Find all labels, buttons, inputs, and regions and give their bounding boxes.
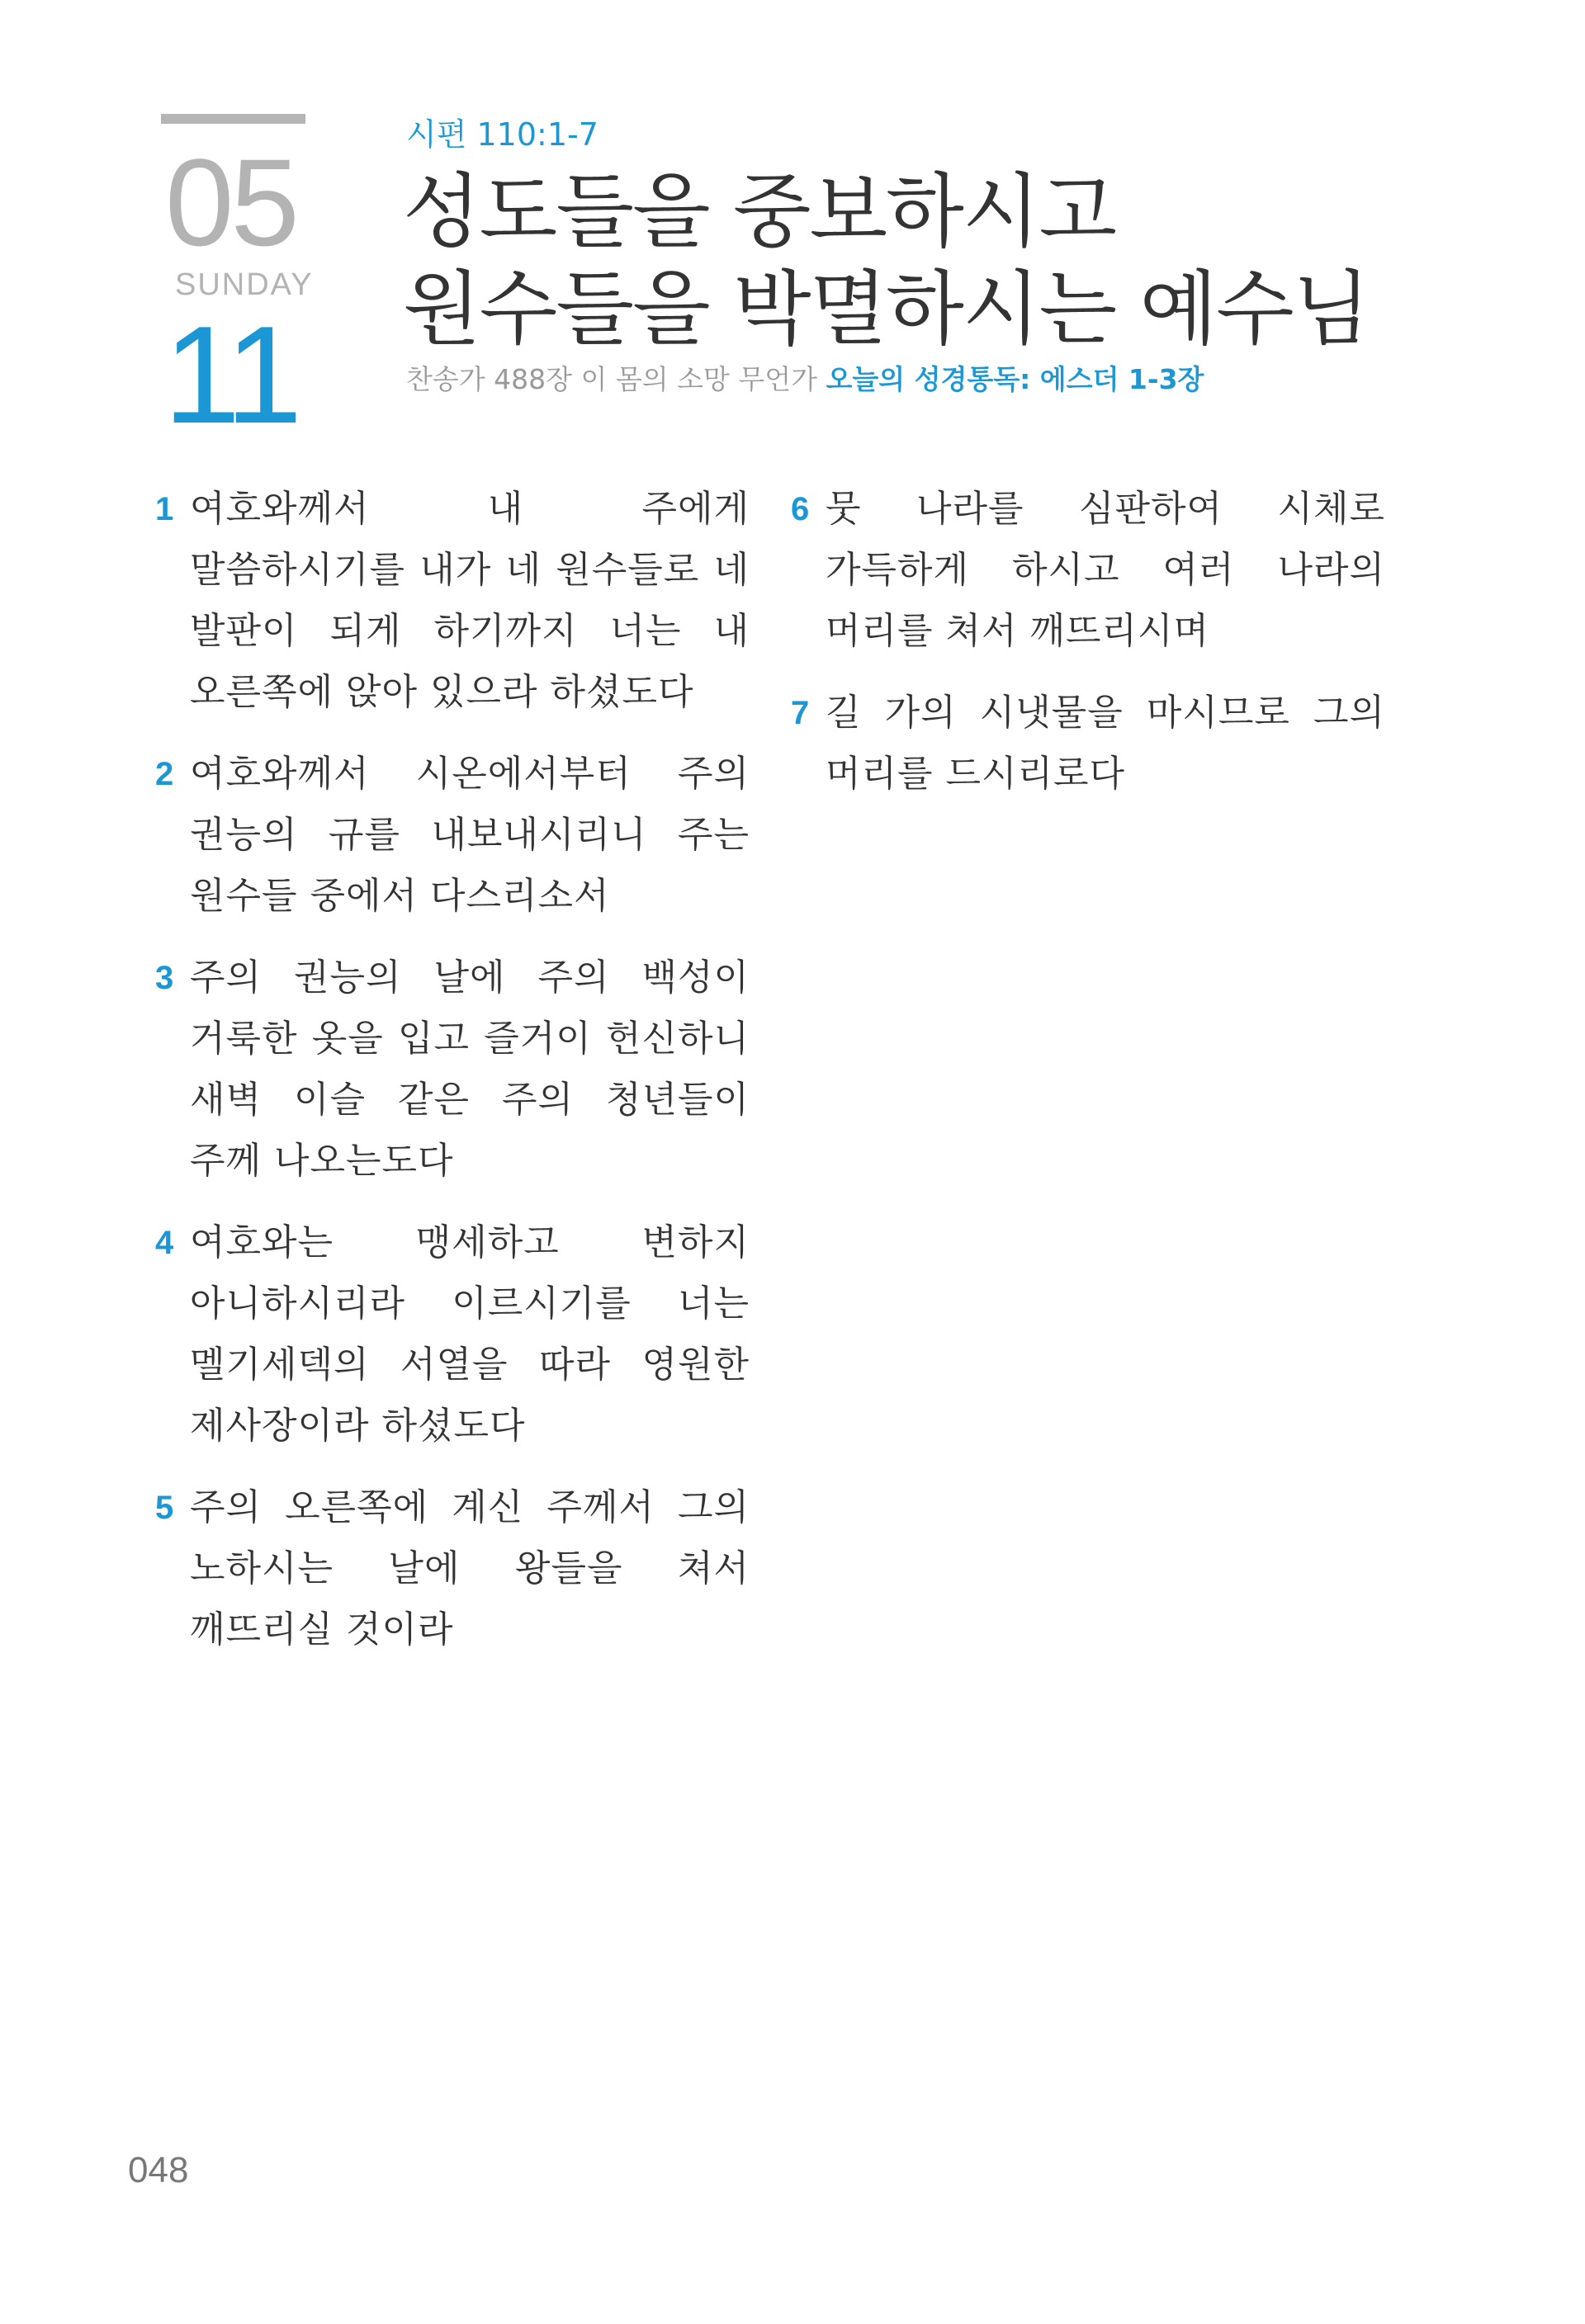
verse-text: 주의 오른쪽에 계신 주께서 그의 노하시는 날에 왕들을 쳐서 깨뜨리실 것이라 <box>190 1486 750 1651</box>
date-top-rule <box>161 114 305 124</box>
verse-number: 7 <box>791 695 810 731</box>
verse-2 <box>155 744 750 927</box>
hymn-and-reading-line <box>406 361 1204 398</box>
verse-number: 5 <box>155 1490 174 1526</box>
date-weekday: SUNDAY <box>175 267 314 302</box>
verse-text: 주의 권능의 날에 주의 백성이 거룩한 옷을 입고 즐거이 헌신하니 새벽 이슬 같은 주의 청년들이 주께 나오는도다 <box>190 957 750 1182</box>
date-month: 05 <box>165 133 296 272</box>
verse-text: 여호와께서 내 주에게 말씀하시기를 내가 네 원수들로 네 발판이 되게 하기까지 너는 내 오른쪽에 앉아 있으라 하셨도다 <box>190 488 750 713</box>
verse-1 <box>155 479 750 723</box>
verse-text: 여호와께서 시온에서부터 주의 권능의 규를 내보내시리니 주는 원수들 중에서 다스리소서 <box>190 753 750 917</box>
daily-reading: 오늘의 성경통독: 에스더 1-3장 <box>826 363 1204 395</box>
verse-number: 3 <box>155 960 174 996</box>
verse-number: 6 <box>791 491 810 527</box>
verse-text: 뭇 나라를 심판하여 시체로 가득하게 하시고 여러 나라의 머리를 쳐서 깨뜨리시며 <box>826 488 1385 652</box>
date-day: 11 <box>163 297 298 452</box>
verse-3 <box>155 947 750 1192</box>
verse-number: 4 <box>155 1225 174 1261</box>
verse-text: 길 가의 시냇물을 마시므로 그의 머리를 드시리로다 <box>826 692 1385 795</box>
page-title <box>403 163 1443 358</box>
verses-right-column <box>791 479 1385 825</box>
verse-number: 1 <box>155 491 174 527</box>
verse-number: 2 <box>155 756 174 792</box>
verse-6 <box>791 479 1385 662</box>
hymn-text: 찬송가 488장 이 몸의 소망 무언가 <box>406 363 817 395</box>
verse-7 <box>791 683 1385 805</box>
title-line-1: 성도들을 중보하시고 <box>403 165 1116 259</box>
verse-text: 여호와는 맹세하고 변하지 아니하시리라 이르시기를 너는 멜기세덱의 서열을 따라 영원한 제사장이라 하셨도다 <box>190 1221 750 1447</box>
page-number: 048 <box>128 2150 189 2190</box>
verses-left-column <box>155 479 750 1681</box>
verse-4 <box>155 1212 750 1457</box>
title-line-2: 원수들을 박멸하시는 예수님 <box>403 262 1370 357</box>
scripture-reference: 시편 110:1-7 <box>406 116 599 153</box>
verse-5 <box>155 1477 750 1660</box>
